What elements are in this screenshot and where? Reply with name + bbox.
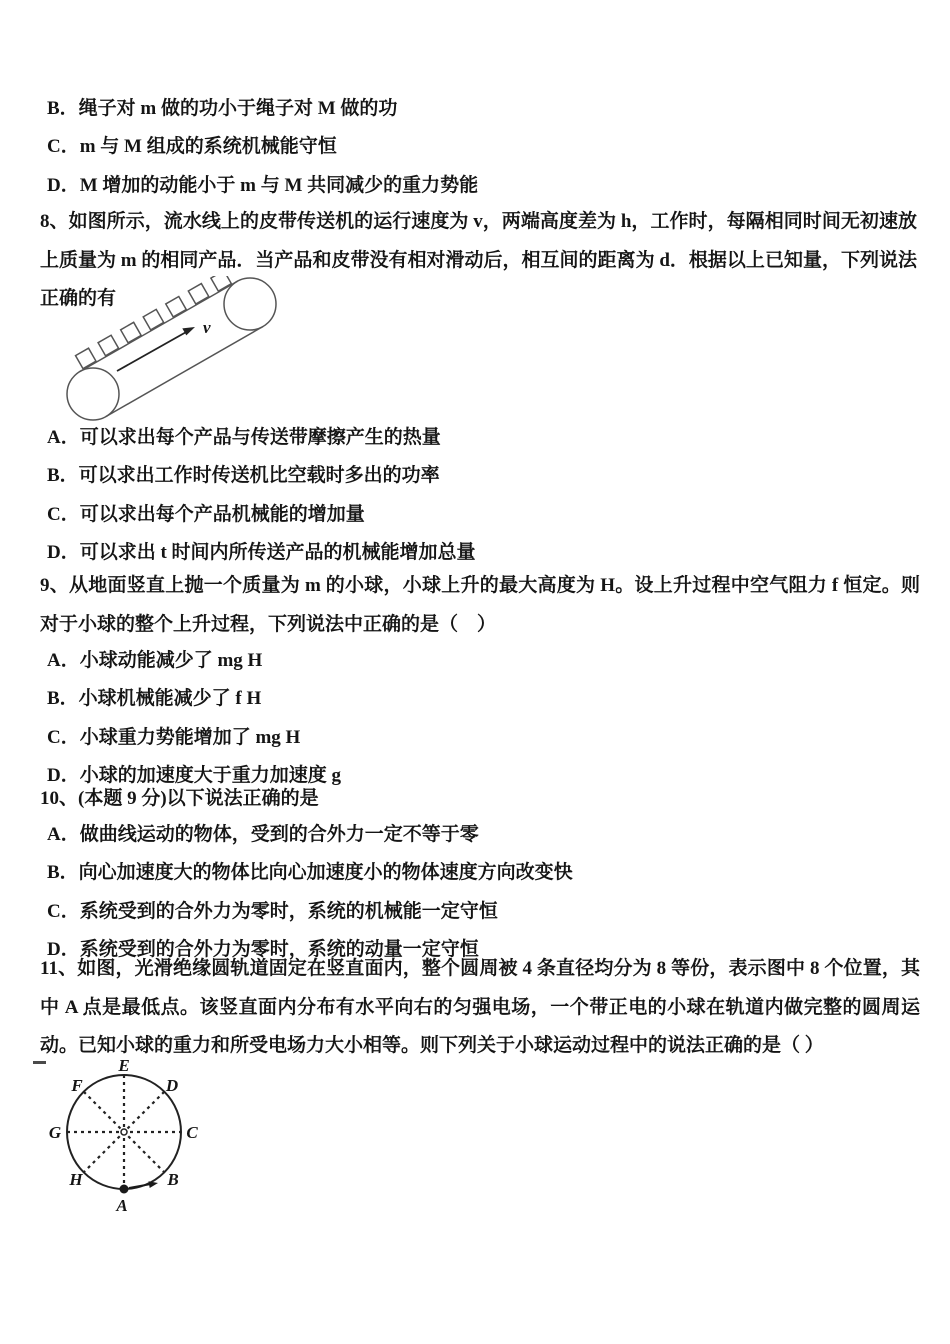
label-B: B xyxy=(167,1170,179,1189)
belt-top-edge xyxy=(80,282,237,372)
q9-option-b: B．小球机械能减少了 f H xyxy=(47,688,262,710)
q7-option-d: D．M 增加的动能小于 m 与 M 共同减少的重力势能 xyxy=(47,174,479,196)
label-E: E xyxy=(118,1058,130,1075)
q7-option-b: B．绳子对 m 做的功小于绳子对 M 做的功 xyxy=(47,98,398,119)
product-box-icon xyxy=(166,296,186,316)
product-box-icon xyxy=(143,309,163,329)
circular-track-figure xyxy=(42,1058,217,1223)
q8-option-d: D．可以求出 t 时间内所传送产品的机械能增加总量 xyxy=(47,542,476,564)
question-11-stem: 11、如图，光滑绝缘圆轨道固定在竖直面内，整个圆周被 4 条直径均分为 8 等份，表示图中 8 个位置，其中 A 点是最低点。该竖直面内分布有水平向右的匀强电场，一个带正电的小球在轨道内做完整的圆周运动。已知小球的重力和所受电场力大小相等。则下列关于小球运动过程中的说法正确的是（ ） xyxy=(40,958,920,1056)
pulley-bottom-icon xyxy=(67,368,119,420)
product-box-icon xyxy=(121,322,141,342)
question-8-options xyxy=(47,419,476,573)
product-box-icon xyxy=(76,348,96,368)
question-10-options xyxy=(47,816,573,970)
question-8-stem: 8、如图所示，流水线上的皮带传送机的运行速度为 v，两端高度差为 h，工作时，每隔相同时间无初速放上质量为 m 的相同产品．当产品和皮带没有相对滑动后，相互间的距离为 d．根据以上已知量，下列说法正确的有 xyxy=(40,211,917,309)
q9-option-c: C．小球重力势能增加了 mg H xyxy=(47,726,301,748)
q7-option-c: C．m 与 M 组成的系统机械能守恒 xyxy=(47,136,337,158)
q9-option-d: D．小球的加速度大于重力加速度 g xyxy=(47,765,341,787)
q10-option-a: A．做曲线运动的物体，受到的合外力一定不等于零 xyxy=(47,824,479,845)
q8-option-b: B．可以求出工作时传送机比空载时多出的功率 xyxy=(47,465,440,487)
ball-arrowhead-icon xyxy=(149,1181,159,1188)
conveyor-belt-figure xyxy=(55,276,290,431)
question-7-options xyxy=(47,90,478,205)
label-G: G xyxy=(48,1123,62,1142)
q10-option-c: C．系统受到的合外力为零时，系统的机械能一定守恒 xyxy=(47,900,498,922)
label-C: C xyxy=(186,1123,198,1142)
q10-option-b: B．向心加速度大的物体比向心加速度小的物体速度方向改变快 xyxy=(47,862,573,884)
velocity-label: v xyxy=(203,318,211,337)
pulley-top-icon xyxy=(224,278,276,330)
circular-track-svg xyxy=(42,1058,217,1223)
q10-option-d: D．系统受到的合外力为零时，系统的动量一定守恒 xyxy=(47,939,479,961)
q8-option-a: A．可以求出每个产品与传送带摩擦产生的热量 xyxy=(47,427,441,448)
question-9-stem: 9、从地面竖直上抛一个质量为 m 的小球，小球上升的最大高度为 H。设上升过程中空气阻力 f 恒定。则对于小球的整个上升过程，下列说法中正确的是（ ） xyxy=(40,575,920,635)
question-9-options xyxy=(47,642,341,796)
label-D: D xyxy=(165,1076,179,1095)
question-10-stem: 10、(本题 9 分)以下说法正确的是 xyxy=(40,788,319,809)
label-H: H xyxy=(69,1170,83,1189)
conveyor-belt-svg xyxy=(55,276,290,431)
q9-option-a: A．小球动能减少了 mg H xyxy=(47,650,263,671)
center-dot-icon xyxy=(121,1129,127,1135)
q8-option-c: C．可以求出每个产品机械能的增加量 xyxy=(47,503,365,525)
ball-icon xyxy=(120,1185,129,1194)
label-F: F xyxy=(71,1076,83,1095)
label-A: A xyxy=(116,1196,128,1215)
product-box-icon xyxy=(98,335,118,355)
product-box-icon xyxy=(188,284,208,304)
